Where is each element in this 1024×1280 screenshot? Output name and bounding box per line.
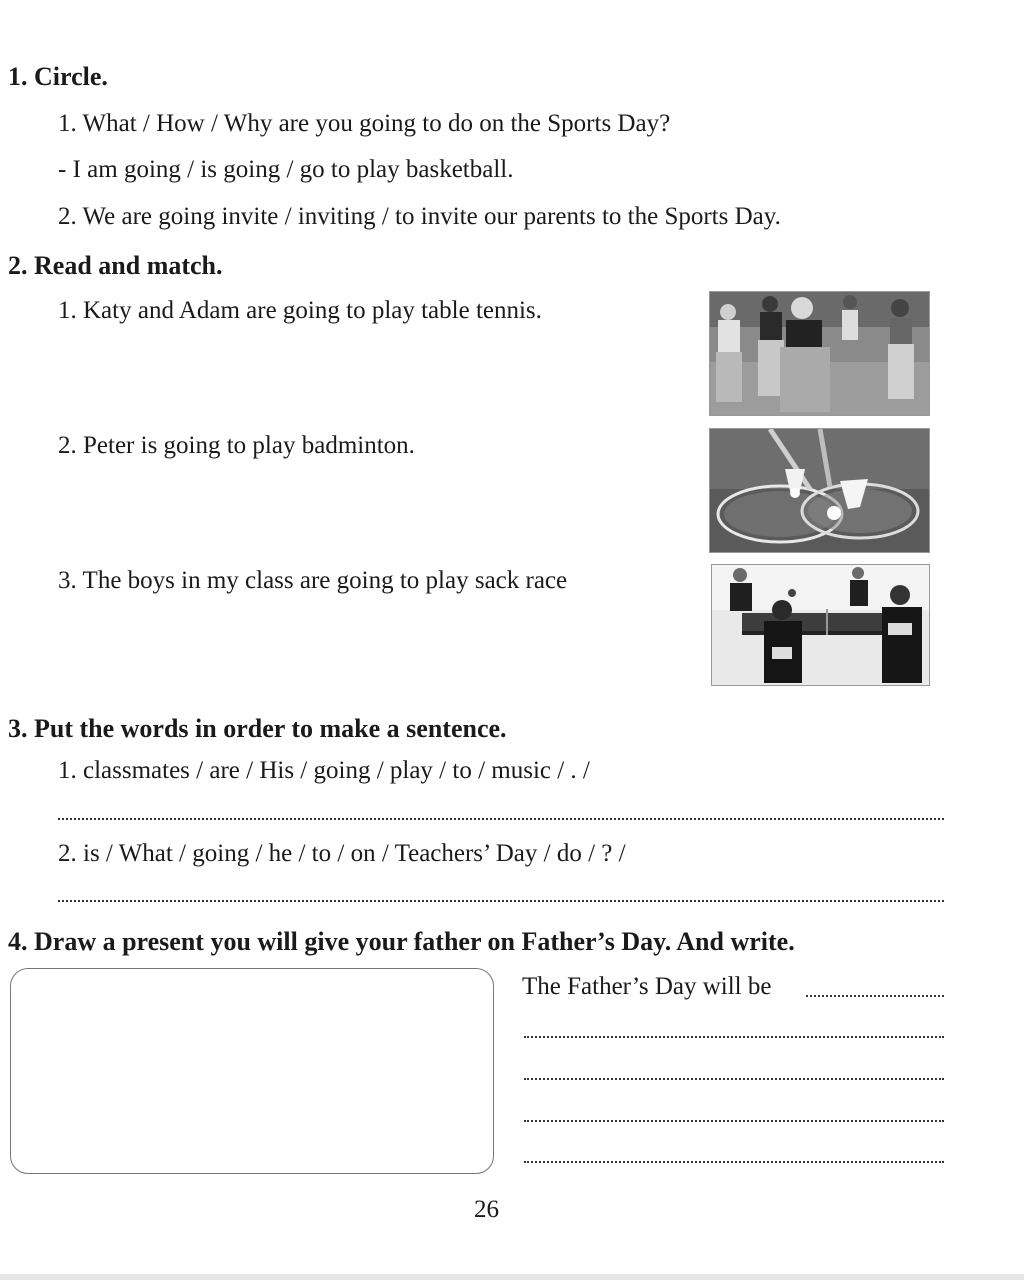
section1-item-answer: - I am going / is going / go to play basketball. bbox=[58, 156, 514, 183]
match-sentence-2: 2. Peter is going to play badminton. bbox=[58, 432, 415, 459]
answer-line-1[interactable] bbox=[58, 818, 944, 820]
match-sentence-3: 3. The boys in my class are going to play sack race bbox=[58, 567, 568, 594]
write-line-3[interactable] bbox=[524, 1078, 944, 1080]
write-prompt: The Father’s Day will be bbox=[522, 973, 772, 1000]
write-line-1[interactable] bbox=[806, 995, 944, 997]
section1-item-1: 1. What / How / Why are you going to do on the Sports Day? bbox=[58, 110, 671, 137]
page-number: 26 bbox=[474, 1196, 499, 1223]
write-line-2[interactable] bbox=[524, 1036, 944, 1038]
section3-heading: 3. Put the words in order to make a sentence. bbox=[8, 714, 507, 743]
write-line-5[interactable] bbox=[524, 1161, 944, 1163]
write-line-4[interactable] bbox=[524, 1120, 944, 1122]
section1-item-2: 2. We are going invite / inviting / to invite our parents to the Sports Day. bbox=[58, 203, 781, 230]
table-tennis-photo bbox=[711, 564, 930, 686]
match-sentence-1: 1. Katy and Adam are going to play table tennis. bbox=[58, 297, 542, 324]
section2-heading: 2. Read and match. bbox=[8, 251, 223, 280]
badminton-photo bbox=[709, 428, 930, 553]
bottom-edge bbox=[0, 1274, 1024, 1280]
sack-race-photo bbox=[709, 291, 930, 416]
drawing-box[interactable] bbox=[10, 968, 494, 1174]
order-item-1: 1. classmates / are / His / going / play / to / music / . / bbox=[58, 757, 590, 784]
order-item-2: 2. is / What / going / he / to / on / Teachers’ Day / do / ? / bbox=[58, 840, 626, 867]
answer-line-2[interactable] bbox=[58, 900, 944, 902]
section1-heading: 1. Circle. bbox=[8, 62, 108, 91]
section4-heading: 4. Draw a present you will give your father on Father’s Day. And write. bbox=[8, 927, 795, 956]
